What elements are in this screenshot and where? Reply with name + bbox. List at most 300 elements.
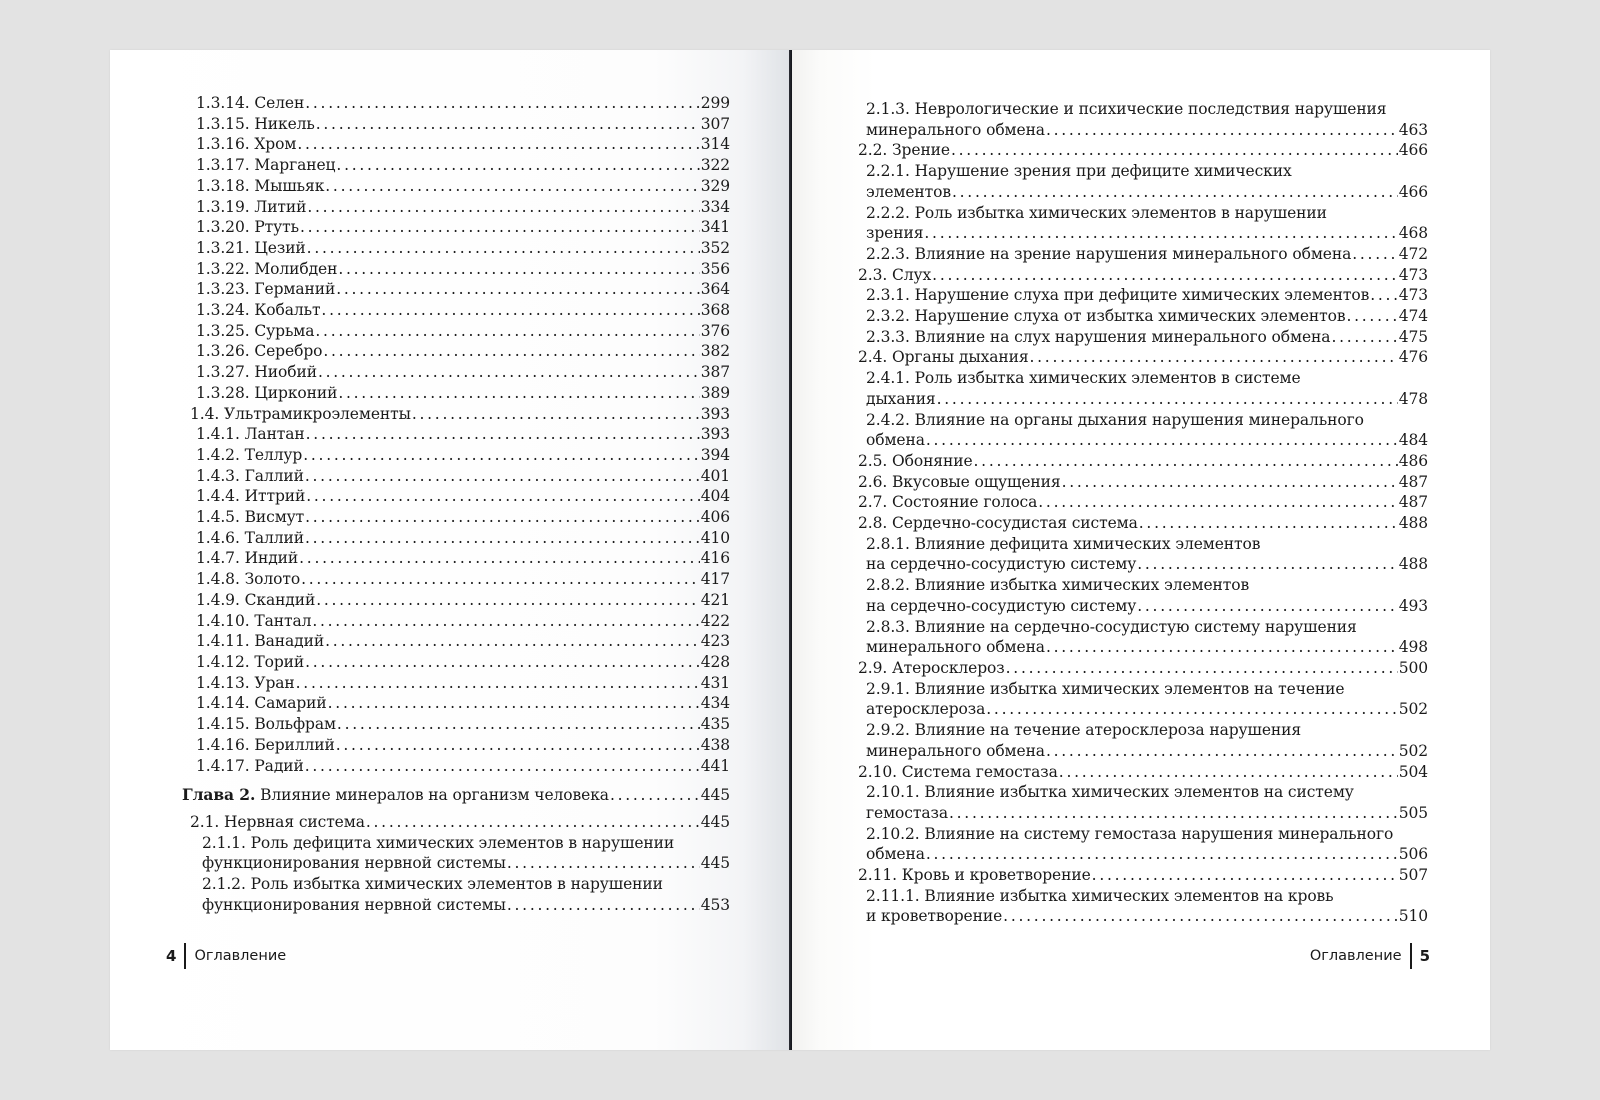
- toc-line: [866, 327, 1428, 348]
- chapter-label: Глава 2.: [182, 785, 256, 805]
- toc-line: [866, 285, 1428, 306]
- toc-entry[interactable]: [182, 693, 730, 714]
- entry-title: зрения: [866, 224, 924, 243]
- toc-entry[interactable]: [858, 865, 1428, 886]
- toc-line: [866, 637, 1428, 658]
- toc-entry[interactable]: [182, 259, 730, 280]
- dot-leader: [507, 853, 700, 874]
- entry-page-number: 488: [1398, 555, 1428, 574]
- entry-page-number: 401: [700, 466, 730, 485]
- dot-leader: [321, 300, 699, 321]
- entry-title-line1: 2.2.1. Нарушение зрения при дефиците химических: [866, 162, 1292, 181]
- toc-entry[interactable]: [182, 833, 730, 874]
- toc-entry[interactable]: [858, 762, 1428, 783]
- toc-entry[interactable]: [182, 874, 730, 915]
- dot-leader: [300, 217, 700, 238]
- dot-leader: [338, 259, 699, 280]
- toc-entry[interactable]: [858, 161, 1428, 202]
- dot-leader: [1006, 658, 1398, 679]
- toc-line: [196, 631, 730, 652]
- toc-line: [196, 114, 730, 135]
- entry-title: атеросклероза: [866, 700, 986, 719]
- entry-title-line1: 2.2.2. Роль избытка химических элементов в нарушении: [866, 203, 1327, 222]
- entry-page-number: 474: [1398, 307, 1428, 326]
- dot-leader: [299, 548, 700, 569]
- dot-leader: [924, 223, 1397, 244]
- dot-leader: [303, 445, 699, 466]
- toc-line: [196, 486, 730, 507]
- dot-leader: [1346, 306, 1397, 327]
- entry-page-number: 466: [1398, 182, 1428, 201]
- entry-page-number: 475: [1398, 327, 1428, 346]
- dot-leader: [1030, 347, 1398, 368]
- entry-page-number: 387: [700, 363, 730, 382]
- entry-title: дыхания: [866, 389, 936, 408]
- entry-title: 1.4. Ультрамикроэлементы: [190, 404, 411, 423]
- toc-entry[interactable]: [182, 279, 730, 300]
- entry-page-number: 473: [1398, 286, 1428, 305]
- toc-entry[interactable]: [858, 575, 1428, 616]
- toc-line: [866, 596, 1428, 617]
- dot-leader: [305, 652, 700, 673]
- toc-line: [190, 404, 730, 425]
- toc-entry[interactable]: [182, 114, 730, 135]
- entry-title: гемостаза: [866, 803, 948, 822]
- dot-leader: [305, 756, 700, 777]
- dot-leader: [325, 631, 700, 652]
- toc-line: [196, 693, 730, 714]
- toc-entry[interactable]: [182, 611, 730, 632]
- entry-title: 1.3.22. Молибден: [196, 259, 338, 278]
- entry-title: 1.4.1. Лантан: [196, 425, 305, 444]
- toc-entry[interactable]: [182, 134, 730, 155]
- toc-entry[interactable]: [182, 812, 730, 833]
- toc-line: [866, 182, 1428, 203]
- entry-title-line1: 2.8.1. Влияние дефицита химических элементов: [866, 534, 1261, 553]
- toc-line: [196, 548, 730, 569]
- entry-title: 1.4.17. Радий: [196, 756, 304, 775]
- toc-line: [196, 673, 730, 694]
- dot-leader: [336, 279, 700, 300]
- dot-leader: [951, 140, 1398, 161]
- toc-entry[interactable]: [182, 445, 730, 466]
- toc-line: [196, 341, 730, 362]
- toc-line: [196, 569, 730, 590]
- toc-line: [196, 259, 730, 280]
- entry-title: 1.3.28. Цирконий: [196, 383, 338, 402]
- dot-leader: [1352, 244, 1397, 265]
- entry-page-number: 466: [1398, 141, 1428, 160]
- entry-title: минерального обмена: [866, 120, 1045, 139]
- running-title: Оглавление: [194, 948, 287, 964]
- entry-page-number: 493: [1398, 596, 1428, 615]
- entry-page-number: 463: [1398, 120, 1428, 139]
- entry-title-line1: 2.11.1. Влияние избытка химических элементов на кровь: [866, 886, 1334, 905]
- page-footer-left: [166, 943, 286, 969]
- entry-page-number: 453: [700, 895, 730, 914]
- footer-divider: [1410, 943, 1412, 969]
- toc-line: [866, 803, 1428, 824]
- entry-page-number: 421: [700, 590, 730, 609]
- dot-leader: [974, 451, 1398, 472]
- entry-page-number: 341: [700, 218, 730, 237]
- entry-title-line1: 2.10.1. Влияние избытка химических элементов на систему: [866, 783, 1354, 802]
- footer-divider: [184, 943, 186, 969]
- entry-page-number: 498: [1398, 638, 1428, 657]
- entry-title: 1.4.2. Теллур: [196, 445, 303, 464]
- toc-entry[interactable]: [182, 93, 730, 114]
- dot-leader: [306, 424, 700, 445]
- entry-title: 1.3.18. Мышьяк: [196, 176, 325, 195]
- dot-leader: [926, 844, 1398, 865]
- entry-page-number: 504: [1398, 762, 1428, 781]
- toc-line: [866, 120, 1428, 141]
- entry-page-number: 484: [1398, 431, 1428, 450]
- entry-page-number: 389: [700, 383, 730, 402]
- toc-line: [858, 658, 1428, 679]
- dot-leader: [926, 430, 1398, 451]
- entry-title: 1.4.13. Уран: [196, 673, 295, 692]
- entry-page-number: 510: [1398, 907, 1428, 926]
- entry-title: 1.3.25. Сурьма: [196, 321, 315, 340]
- entry-page-number: 473: [1398, 265, 1428, 284]
- entry-title: 1.3.19. Литий: [196, 197, 307, 216]
- entry-page-number: 307: [700, 114, 730, 133]
- toc-line: [866, 244, 1428, 265]
- dot-leader: [323, 341, 699, 362]
- entry-page-number: 468: [1398, 224, 1428, 243]
- toc-right: [858, 99, 1428, 927]
- toc-line: [196, 134, 730, 155]
- toc-entry[interactable]: [182, 321, 730, 342]
- entry-title: 1.4.7. Индий: [196, 549, 299, 568]
- dot-leader: [325, 176, 699, 197]
- entry-page-number: 507: [1398, 866, 1428, 885]
- toc-entry[interactable]: [858, 886, 1428, 927]
- entry-page-number: 334: [700, 197, 730, 216]
- entry-title: 1.3.23. Германий: [196, 280, 336, 299]
- dot-leader: [307, 197, 699, 218]
- entry-page-number: 382: [700, 342, 730, 361]
- entry-page-number: 438: [700, 735, 730, 754]
- entry-page-number: 445: [700, 812, 730, 831]
- toc-entry[interactable]: [858, 327, 1428, 348]
- entry-page-number: 476: [1398, 348, 1428, 367]
- dot-leader: [937, 389, 1398, 410]
- toc-entry[interactable]: [858, 513, 1428, 534]
- entry-page-number: 356: [700, 259, 730, 278]
- entry-title: 2.4. Органы дыхания: [858, 348, 1029, 367]
- dot-leader: [305, 466, 700, 487]
- toc-line: [196, 155, 730, 176]
- toc-entry[interactable]: [858, 720, 1428, 761]
- entry-title: 1.3.24. Кобальт: [196, 301, 321, 320]
- page-footer-right: [1310, 943, 1430, 969]
- toc-line: [866, 699, 1428, 720]
- dot-leader: [316, 590, 699, 611]
- entry-page-number: 376: [700, 321, 730, 340]
- toc-entry[interactable]: [182, 155, 730, 176]
- toc-entry[interactable]: [858, 617, 1428, 658]
- toc-chapter-entry[interactable]: [182, 785, 730, 806]
- dot-leader: [305, 93, 699, 114]
- dot-leader: [301, 569, 700, 590]
- entry-page-number: 431: [700, 673, 730, 692]
- dot-leader: [1092, 865, 1398, 886]
- toc-entry[interactable]: [858, 306, 1428, 327]
- toc-entry[interactable]: [858, 472, 1428, 493]
- dot-leader: [1137, 596, 1397, 617]
- entry-title-line1: 2.10.2. Влияние на систему гемостаза нарушения минерального: [866, 824, 1394, 843]
- running-title: Оглавление: [1309, 948, 1402, 964]
- toc-entry[interactable]: [182, 735, 730, 756]
- entry-title: 2.3.3. Влияние на слух нарушения минерального обмена: [866, 327, 1331, 346]
- toc-entry[interactable]: [182, 714, 730, 735]
- entry-title: 1.4.12. Торий: [196, 652, 305, 671]
- entry-title: 2.5. Обоняние: [858, 451, 973, 470]
- dot-leader: [949, 803, 1398, 824]
- toc-line: [858, 347, 1428, 368]
- toc-line: [858, 492, 1428, 513]
- entry-page-number: 404: [700, 487, 730, 506]
- entry-title: 2.6. Вкусовые ощущения: [858, 472, 1061, 491]
- dot-leader: [1046, 637, 1398, 658]
- entry-page-number: 416: [700, 549, 730, 568]
- book-spread: [110, 50, 1490, 1050]
- entry-title: 1.4.6. Таллий: [196, 528, 304, 547]
- toc-entry[interactable]: [858, 782, 1428, 823]
- toc-line: [866, 554, 1428, 575]
- toc-entry[interactable]: [858, 451, 1428, 472]
- toc-line: [190, 812, 730, 833]
- entry-page-number: 488: [1398, 514, 1428, 533]
- entry-title: 2.9. Атеросклероз: [858, 658, 1005, 677]
- entry-title: 1.4.16. Бериллий: [196, 735, 335, 754]
- page-number: 4: [166, 947, 177, 965]
- toc-entry[interactable]: [858, 285, 1428, 306]
- entry-title: 1.3.21. Цезий: [196, 238, 306, 257]
- entry-title: 2.2. Зрение: [858, 141, 950, 160]
- dot-leader: [412, 404, 700, 425]
- dot-leader: [306, 486, 699, 507]
- toc-entry[interactable]: [858, 679, 1428, 720]
- toc-entry[interactable]: [182, 176, 730, 197]
- entry-title: минерального обмена: [866, 638, 1045, 657]
- toc-entry[interactable]: [858, 824, 1428, 865]
- toc-entry[interactable]: [182, 404, 730, 425]
- toc-line: [196, 93, 730, 114]
- toc-entry[interactable]: [858, 534, 1428, 575]
- toc-line: [196, 279, 730, 300]
- entry-page-number: 417: [700, 570, 730, 589]
- dot-leader: [986, 699, 1397, 720]
- toc-entry[interactable]: [182, 673, 730, 694]
- toc-line: [196, 652, 730, 673]
- toc-entry[interactable]: [858, 347, 1428, 368]
- toc-line: [196, 300, 730, 321]
- page-number: 5: [1419, 947, 1430, 965]
- dot-leader: [297, 134, 699, 155]
- entry-page-number: 423: [700, 632, 730, 651]
- entry-title: 2.10. Система гемостаза: [858, 762, 1058, 781]
- entry-title: 2.7. Состояние голоса: [858, 493, 1038, 512]
- entry-title: функционирования нервной системы: [202, 854, 506, 873]
- dot-leader: [307, 238, 700, 259]
- entry-title: 1.3.27. Ниобий: [196, 363, 317, 382]
- toc-line: [196, 466, 730, 487]
- entry-page-number: 314: [700, 135, 730, 154]
- toc-entry[interactable]: [182, 197, 730, 218]
- entry-title: Влияние минералов на организм человека: [260, 786, 609, 805]
- toc-line: [196, 507, 730, 528]
- entry-title-line1: 2.9.1. Влияние избытка химических элементов на течение: [866, 679, 1345, 698]
- toc-line: [196, 197, 730, 218]
- toc-entry[interactable]: [182, 341, 730, 362]
- toc-line: [858, 865, 1428, 886]
- entry-title-line1: 2.8.2. Влияние избытка химических элементов: [866, 576, 1250, 595]
- entry-title-line1: 2.4.2. Влияние на органы дыхания нарушения минерального: [866, 410, 1364, 429]
- entry-title-line1: 2.8.3. Влияние на сердечно-сосудистую систему нарушения: [866, 617, 1357, 636]
- entry-title: 2.8. Сердечно-сосудистая система: [858, 514, 1138, 533]
- toc-line: [866, 389, 1428, 410]
- toc-line: [202, 853, 730, 874]
- entry-title: 1.3.17. Марганец: [196, 156, 336, 175]
- toc-entry[interactable]: [182, 486, 730, 507]
- entry-page-number: 487: [1398, 493, 1428, 512]
- toc-left: [182, 93, 730, 915]
- right-page: [792, 50, 1490, 1050]
- toc-line: [858, 472, 1428, 493]
- toc-entry[interactable]: [182, 300, 730, 321]
- entry-page-number: 394: [700, 445, 730, 464]
- dot-leader: [312, 611, 699, 632]
- toc-entry[interactable]: [182, 528, 730, 549]
- toc-entry[interactable]: [182, 569, 730, 590]
- toc-line: [858, 140, 1428, 161]
- entry-title-line1: 2.1.2. Роль избытка химических элементов в нарушении: [202, 875, 663, 894]
- dot-leader: [952, 182, 1398, 203]
- dot-leader: [610, 785, 700, 806]
- toc-line: [196, 590, 730, 611]
- entry-page-number: 500: [1398, 658, 1428, 677]
- toc-entry[interactable]: [182, 507, 730, 528]
- toc-entry[interactable]: [182, 466, 730, 487]
- toc-line: [196, 383, 730, 404]
- entry-title: 1.4.15. Вольфрам: [196, 715, 336, 734]
- toc-entry[interactable]: [858, 203, 1428, 244]
- toc-line: [866, 306, 1428, 327]
- dot-leader: [1062, 472, 1398, 493]
- toc-line: [196, 756, 730, 777]
- dot-leader: [316, 114, 700, 135]
- toc-entry[interactable]: [182, 548, 730, 569]
- toc-line: [196, 217, 730, 238]
- toc-entry[interactable]: [182, 238, 730, 259]
- toc-line: [196, 611, 730, 632]
- toc-entry[interactable]: [858, 140, 1428, 161]
- entry-title: 1.4.11. Ванадий: [196, 632, 325, 651]
- entry-title: 1.4.9. Скандий: [196, 590, 316, 609]
- entry-page-number: 352: [700, 238, 730, 257]
- entry-title: 2.3.1. Нарушение слуха при дефиците химических элементов: [866, 286, 1370, 305]
- toc-line: [858, 762, 1428, 783]
- entry-title-line1: 2.1.3. Неврологические и психические последствия нарушения: [866, 100, 1387, 118]
- toc-entry[interactable]: [182, 631, 730, 652]
- dot-leader: [1059, 762, 1398, 783]
- entry-page-number: 505: [1398, 803, 1428, 822]
- dot-leader: [366, 812, 700, 833]
- toc-entry[interactable]: [858, 99, 1428, 140]
- dot-leader: [336, 155, 699, 176]
- toc-entry[interactable]: [182, 652, 730, 673]
- entry-page-number: 445: [700, 854, 730, 873]
- toc-line: [196, 176, 730, 197]
- toc-entry[interactable]: [182, 424, 730, 445]
- toc-line: [196, 321, 730, 342]
- toc-entry[interactable]: [858, 244, 1428, 265]
- toc-line: [196, 238, 730, 259]
- toc-entry[interactable]: [182, 383, 730, 404]
- dot-leader: [507, 895, 700, 916]
- dot-leader: [1137, 554, 1397, 575]
- entry-title: 1.3.14. Селен: [196, 94, 305, 112]
- toc-entry[interactable]: [182, 590, 730, 611]
- dot-leader: [315, 321, 699, 342]
- entry-title: 2.3.2. Нарушение слуха от избытка химических элементов: [866, 307, 1346, 326]
- toc-line: [196, 362, 730, 383]
- toc-entry[interactable]: [182, 362, 730, 383]
- entry-page-number: 441: [700, 756, 730, 775]
- toc-entry[interactable]: [858, 368, 1428, 409]
- toc-entry[interactable]: [858, 410, 1428, 451]
- entry-title: на сердечно-сосудистую систему: [866, 555, 1137, 574]
- toc-entry[interactable]: [858, 265, 1428, 286]
- toc-line: [866, 844, 1428, 865]
- entry-page-number: 487: [1398, 472, 1428, 491]
- dot-leader: [337, 714, 700, 735]
- dot-leader: [932, 265, 1398, 286]
- dot-leader: [305, 507, 700, 528]
- entry-page-number: 428: [700, 652, 730, 671]
- entry-title: 2.2.3. Влияние на зрение нарушения минерального обмена: [866, 244, 1352, 263]
- entry-page-number: 422: [700, 611, 730, 630]
- entry-title: 1.3.20. Ртуть: [196, 218, 299, 237]
- dot-leader: [1003, 906, 1398, 927]
- dot-leader: [296, 673, 700, 694]
- entry-page-number: 502: [1398, 741, 1428, 760]
- toc-entry[interactable]: [858, 492, 1428, 513]
- entry-page-number: 406: [700, 508, 730, 527]
- toc-line: [866, 223, 1428, 244]
- toc-line: [196, 424, 730, 445]
- entry-page-number: 410: [700, 528, 730, 547]
- entry-page-number: 445: [700, 786, 730, 805]
- toc-line: [182, 785, 730, 806]
- toc-line: [858, 451, 1428, 472]
- toc-entry[interactable]: [858, 658, 1428, 679]
- dot-leader: [305, 528, 700, 549]
- toc-entry[interactable]: [182, 217, 730, 238]
- toc-line: [866, 906, 1428, 927]
- entry-title: 1.3.26. Серебро: [196, 342, 323, 361]
- entry-title: минерального обмена: [866, 741, 1045, 760]
- entry-page-number: 322: [700, 156, 730, 175]
- toc-line: [196, 735, 730, 756]
- entry-title: 2.11. Кровь и кроветворение: [858, 866, 1091, 885]
- toc-line: [196, 528, 730, 549]
- toc-entry[interactable]: [182, 756, 730, 777]
- entry-title: 1.4.3. Галлий: [196, 466, 304, 485]
